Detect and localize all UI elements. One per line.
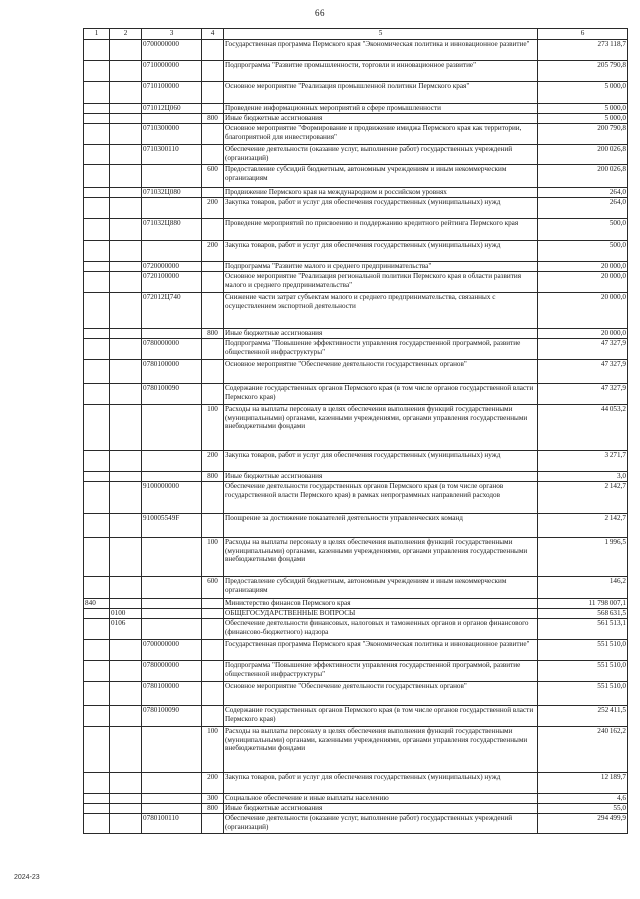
- cell-name: Расходы на выплаты персоналу в целях обеспечения выполнения функций государственными (муниципальными) органами, казенными учреждениями, органами управления государственными внебюджетными фондами: [224, 405, 538, 451]
- cell-target-code: 0720100000: [142, 272, 202, 293]
- cell-section-code: [110, 405, 142, 451]
- table-row: [84, 794, 628, 804]
- cell-amount: 5 000,0: [538, 114, 628, 124]
- cell-section-code: [110, 145, 142, 165]
- cell-target-code: 0710300110: [142, 145, 202, 165]
- cell-section-code: [110, 804, 142, 814]
- cell-expense-type: [202, 514, 224, 538]
- table-row: [84, 609, 628, 619]
- table-row: [84, 262, 628, 272]
- cell-name: Государственная программа Пермского края "Экономическая политика и инновационное развитие": [224, 640, 538, 661]
- cell-target-code: 072012Ц740: [142, 293, 202, 329]
- cell-target-code: [142, 451, 202, 472]
- cell-ministry-code: [84, 794, 110, 804]
- cell-target-code: 0780100000: [142, 682, 202, 706]
- cell-amount: 273 118,7: [538, 40, 628, 61]
- cell-section-code: [110, 538, 142, 577]
- cell-ministry-code: [84, 219, 110, 241]
- cell-name: Продвижение Пермского края на международном и российском уровнях: [224, 188, 538, 198]
- cell-target-code: [142, 241, 202, 262]
- table-row: [84, 472, 628, 482]
- cell-target-code: 0780000000: [142, 661, 202, 682]
- cell-expense-type: [202, 360, 224, 384]
- cell-target-code: [142, 114, 202, 124]
- cell-expense-type: [202, 188, 224, 198]
- header-col-6: 6: [538, 29, 628, 40]
- table-row: [84, 188, 628, 198]
- table-row: [84, 814, 628, 834]
- cell-amount: 200 790,8: [538, 124, 628, 145]
- cell-section-code: [110, 360, 142, 384]
- cell-ministry-code: [84, 198, 110, 219]
- cell-expense-type: [202, 609, 224, 619]
- table-row: [84, 640, 628, 661]
- table-row: [84, 577, 628, 599]
- cell-name: Основное мероприятие "Формирование и продвижение имиджа Пермского края как территории, благоприятной для инвестирования": [224, 124, 538, 145]
- cell-name: Расходы на выплаты персоналу в целях обеспечения выполнения функций государственными (муниципальными) органами, казенными учреждениями, органами управления государственными внебюджетными фондами: [224, 727, 538, 773]
- cell-ministry-code: [84, 360, 110, 384]
- cell-ministry-code: [84, 104, 110, 114]
- cell-ministry-code: [84, 514, 110, 538]
- cell-ministry-code: [84, 706, 110, 727]
- cell-target-code: [142, 794, 202, 804]
- cell-section-code: [110, 640, 142, 661]
- cell-section-code: [110, 219, 142, 241]
- cell-target-code: 0700000000: [142, 640, 202, 661]
- cell-section-code: [110, 577, 142, 599]
- cell-section-code: [110, 706, 142, 727]
- cell-name: ОБЩЕГОСУДАРСТВЕННЫЕ ВОПРОСЫ: [224, 609, 538, 619]
- table-row: [84, 82, 628, 104]
- cell-target-code: [142, 198, 202, 219]
- cell-ministry-code: [84, 61, 110, 82]
- cell-section-code: [110, 124, 142, 145]
- header-col-1: 1: [84, 29, 110, 40]
- table-row: [84, 40, 628, 61]
- cell-section-code: [110, 814, 142, 834]
- cell-amount: 2 142,7: [538, 514, 628, 538]
- cell-name: Закупка товаров, работ и услуг для обеспечения государственных (муниципальных) нужд: [224, 241, 538, 262]
- cell-target-code: [142, 599, 202, 609]
- cell-amount: 252 411,5: [538, 706, 628, 727]
- cell-section-code: [110, 114, 142, 124]
- cell-expense-type: [202, 682, 224, 706]
- cell-ministry-code: [84, 262, 110, 272]
- cell-target-code: [142, 472, 202, 482]
- table-row: [84, 451, 628, 472]
- cell-amount: 47 327,9: [538, 384, 628, 405]
- cell-amount: 500,0: [538, 219, 628, 241]
- cell-section-code: [110, 82, 142, 104]
- cell-target-code: 0780100110: [142, 814, 202, 834]
- cell-name: Основное мероприятие "Реализация промышленной политики Пермского края": [224, 82, 538, 104]
- header-col-5: 5: [224, 29, 538, 40]
- cell-amount: 1 996,5: [538, 538, 628, 577]
- cell-section-code: [110, 262, 142, 272]
- cell-amount: 20 000,0: [538, 329, 628, 339]
- cell-expense-type: 200: [202, 451, 224, 472]
- cell-name: Иные бюджетные ассигнования: [224, 804, 538, 814]
- cell-section-code: [110, 794, 142, 804]
- cell-ministry-code: [84, 405, 110, 451]
- cell-section-code: [110, 661, 142, 682]
- cell-section-code: [110, 482, 142, 514]
- cell-target-code: 071032Ц080: [142, 188, 202, 198]
- table-row: [84, 360, 628, 384]
- cell-amount: 20 000,0: [538, 272, 628, 293]
- cell-name: Государственная программа Пермского края "Экономическая политика и инновационное развитие": [224, 40, 538, 61]
- cell-target-code: [142, 727, 202, 773]
- cell-expense-type: [202, 339, 224, 360]
- cell-target-code: 0780100090: [142, 706, 202, 727]
- cell-ministry-code: [84, 814, 110, 834]
- cell-expense-type: [202, 272, 224, 293]
- cell-ministry-code: [84, 773, 110, 794]
- cell-amount: 55,0: [538, 804, 628, 814]
- cell-expense-type: [202, 61, 224, 82]
- cell-name: Подпрограмма "Развитие малого и среднего предпринимательства": [224, 262, 538, 272]
- cell-name: Подпрограмма "Повышение эффективности управления государственной программой, развитие общественной инфраструктуры": [224, 339, 538, 360]
- cell-amount: 47 327,9: [538, 360, 628, 384]
- cell-target-code: 9100000000: [142, 482, 202, 514]
- cell-expense-type: 800: [202, 804, 224, 814]
- cell-section-code: [110, 329, 142, 339]
- cell-amount: 240 162,2: [538, 727, 628, 773]
- cell-amount: 4,6: [538, 794, 628, 804]
- table-header-row: [84, 29, 628, 40]
- cell-name: Иные бюджетные ассигнования: [224, 472, 538, 482]
- table-row: [84, 706, 628, 727]
- cell-target-code: 0780100090: [142, 384, 202, 405]
- cell-name: Обеспечение деятельности (оказание услуг, выполнение работ) государственных учреждений (организаций): [224, 145, 538, 165]
- cell-ministry-code: [84, 124, 110, 145]
- cell-ministry-code: [84, 640, 110, 661]
- cell-amount: 551 510,0: [538, 640, 628, 661]
- cell-section-code: [110, 682, 142, 706]
- cell-section-code: [110, 339, 142, 360]
- table-row: [84, 272, 628, 293]
- cell-target-code: [142, 609, 202, 619]
- document-id: 2024-23: [14, 874, 40, 881]
- cell-target-code: [142, 405, 202, 451]
- cell-target-code: 0780000000: [142, 339, 202, 360]
- cell-ministry-code: [84, 145, 110, 165]
- cell-name: Подпрограмма "Развитие промышленности, торговли и инновационное развитие": [224, 61, 538, 82]
- cell-amount: 551 510,0: [538, 682, 628, 706]
- cell-section-code: 0106: [110, 619, 142, 640]
- cell-name: Закупка товаров, работ и услуг для обеспечения государственных (муниципальных) нужд: [224, 198, 538, 219]
- cell-section-code: [110, 198, 142, 219]
- cell-amount: 264,0: [538, 188, 628, 198]
- cell-amount: 12 189,7: [538, 773, 628, 794]
- table-row: [84, 482, 628, 514]
- cell-section-code: [110, 727, 142, 773]
- cell-section-code: [110, 61, 142, 82]
- cell-target-code: 0780100000: [142, 360, 202, 384]
- cell-expense-type: [202, 145, 224, 165]
- cell-ministry-code: [84, 661, 110, 682]
- table-row: [84, 599, 628, 609]
- cell-amount: 200 026,8: [538, 165, 628, 188]
- cell-expense-type: [202, 293, 224, 329]
- cell-target-code: [142, 329, 202, 339]
- cell-section-code: [110, 293, 142, 329]
- cell-section-code: [110, 599, 142, 609]
- cell-section-code: [110, 241, 142, 262]
- cell-ministry-code: [84, 188, 110, 198]
- cell-name: Содержание государственных органов Пермского края (в том числе органов государственной власти Пермского края): [224, 706, 538, 727]
- cell-target-code: 0720000000: [142, 262, 202, 272]
- cell-ministry-code: [84, 472, 110, 482]
- cell-expense-type: [202, 599, 224, 609]
- cell-amount: 200 026,8: [538, 145, 628, 165]
- cell-name: Иные бюджетные ассигнования: [224, 329, 538, 339]
- table-row: [84, 538, 628, 577]
- cell-name: Проведение информационных мероприятий в сфере промышленности: [224, 104, 538, 114]
- cell-expense-type: 100: [202, 405, 224, 451]
- cell-expense-type: [202, 219, 224, 241]
- table-row: [84, 682, 628, 706]
- cell-name: Основное мероприятие "Обеспечение деятельности государственных органов": [224, 360, 538, 384]
- cell-name: Поощрение за достижение показателей деятельности управленческих команд: [224, 514, 538, 538]
- cell-section-code: [110, 188, 142, 198]
- table-row: [84, 661, 628, 682]
- cell-section-code: [110, 451, 142, 472]
- cell-name: Расходы на выплаты персоналу в целях обеспечения выполнения функций государственными (муниципальными) органами, казенными учреждениями, органами управления государственными внебюджетными фондами: [224, 538, 538, 577]
- cell-expense-type: [202, 124, 224, 145]
- cell-target-code: 0700000000: [142, 40, 202, 61]
- table-row: [84, 514, 628, 538]
- table-row: [84, 124, 628, 145]
- cell-section-code: [110, 472, 142, 482]
- cell-ministry-code: [84, 451, 110, 472]
- cell-amount: 47 327,9: [538, 339, 628, 360]
- cell-section-code: 0100: [110, 609, 142, 619]
- cell-amount: 11 798 007,1: [538, 599, 628, 609]
- cell-name: Предоставление субсидий бюджетным, автономным учреждениям и иным некоммерческим организациям: [224, 577, 538, 599]
- table-row: [84, 773, 628, 794]
- cell-name: Обеспечение деятельности финансовых, налоговых и таможенных органов и органов финансового (финансово-бюджетного) надзора: [224, 619, 538, 640]
- cell-target-code: [142, 773, 202, 794]
- cell-ministry-code: [84, 272, 110, 293]
- table-row: [84, 219, 628, 241]
- cell-expense-type: [202, 619, 224, 640]
- cell-section-code: [110, 272, 142, 293]
- cell-name: Основное мероприятие "Обеспечение деятельности государственных органов": [224, 682, 538, 706]
- cell-section-code: [110, 165, 142, 188]
- cell-target-code: 071012Ц060: [142, 104, 202, 114]
- cell-ministry-code: [84, 384, 110, 405]
- cell-expense-type: [202, 262, 224, 272]
- cell-expense-type: 800: [202, 114, 224, 124]
- cell-ministry-code: [84, 293, 110, 329]
- cell-target-code: 0710100000: [142, 82, 202, 104]
- cell-expense-type: [202, 104, 224, 114]
- table-row: [84, 727, 628, 773]
- cell-ministry-code: [84, 804, 110, 814]
- cell-name: Обеспечение деятельности (оказание услуг, выполнение работ) государственных учреждений (организаций): [224, 814, 538, 834]
- table-row: [84, 198, 628, 219]
- cell-ministry-code: [84, 682, 110, 706]
- cell-target-code: 0710300000: [142, 124, 202, 145]
- cell-ministry-code: [84, 609, 110, 619]
- cell-ministry-code: 840: [84, 599, 110, 609]
- cell-expense-type: [202, 482, 224, 514]
- cell-name: Обеспечение деятельности государственных органов Пермского края (в том числе органов государственной власти Пермского края) в рамках непрограммных направлений расходов: [224, 482, 538, 514]
- cell-amount: 3 271,7: [538, 451, 628, 472]
- cell-name: Министерство финансов Пермского края: [224, 599, 538, 609]
- table-row: [84, 384, 628, 405]
- cell-amount: 561 513,1: [538, 619, 628, 640]
- cell-expense-type: 300: [202, 794, 224, 804]
- budget-table: [83, 28, 628, 834]
- cell-expense-type: 200: [202, 241, 224, 262]
- cell-target-code: 071032Ц880: [142, 219, 202, 241]
- cell-name: Иные бюджетные ассигнования: [224, 114, 538, 124]
- cell-section-code: [110, 514, 142, 538]
- table-row: [84, 165, 628, 188]
- cell-name: Проведение мероприятий по присвоению и поддержанию кредитного рейтинга Пермского края: [224, 219, 538, 241]
- table-row: [84, 61, 628, 82]
- cell-ministry-code: [84, 339, 110, 360]
- table-row: [84, 114, 628, 124]
- cell-amount: 146,2: [538, 577, 628, 599]
- cell-amount: 2 142,7: [538, 482, 628, 514]
- cell-ministry-code: [84, 40, 110, 61]
- cell-ministry-code: [84, 329, 110, 339]
- cell-amount: 44 053,2: [538, 405, 628, 451]
- cell-target-code: [142, 577, 202, 599]
- cell-name: Закупка товаров, работ и услуг для обеспечения государственных (муниципальных) нужд: [224, 773, 538, 794]
- cell-name: Закупка товаров, работ и услуг для обеспечения государственных (муниципальных) нужд: [224, 451, 538, 472]
- cell-ministry-code: [84, 241, 110, 262]
- cell-expense-type: [202, 640, 224, 661]
- cell-ministry-code: [84, 82, 110, 104]
- header-col-3: 3: [142, 29, 202, 40]
- cell-amount: 264,0: [538, 198, 628, 219]
- cell-expense-type: 100: [202, 727, 224, 773]
- cell-target-code: [142, 538, 202, 577]
- table-body: [84, 29, 628, 834]
- table-row: [84, 405, 628, 451]
- header-col-2: 2: [110, 29, 142, 40]
- cell-expense-type: [202, 814, 224, 834]
- cell-section-code: [110, 104, 142, 114]
- cell-amount: 3,0: [538, 472, 628, 482]
- cell-section-code: [110, 40, 142, 61]
- table-row: [84, 329, 628, 339]
- header-col-4: 4: [202, 29, 224, 40]
- cell-expense-type: 100: [202, 538, 224, 577]
- cell-expense-type: [202, 706, 224, 727]
- cell-target-code: [142, 619, 202, 640]
- cell-amount: 551 510,0: [538, 661, 628, 682]
- cell-expense-type: [202, 661, 224, 682]
- table-row: [84, 804, 628, 814]
- cell-ministry-code: [84, 727, 110, 773]
- cell-expense-type: 200: [202, 198, 224, 219]
- cell-amount: 294 499,9: [538, 814, 628, 834]
- cell-amount: 5 000,0: [538, 104, 628, 114]
- cell-section-code: [110, 384, 142, 405]
- table-row: [84, 241, 628, 262]
- table-row: [84, 104, 628, 114]
- cell-ministry-code: [84, 619, 110, 640]
- cell-ministry-code: [84, 538, 110, 577]
- cell-target-code: 910005549F: [142, 514, 202, 538]
- page-number: 66: [315, 8, 325, 18]
- cell-name: Социальное обеспечение и иные выплаты населению: [224, 794, 538, 804]
- table-row: [84, 619, 628, 640]
- cell-expense-type: 600: [202, 577, 224, 599]
- cell-name: Подпрограмма "Повышение эффективности управления государственной программой, развитие общественной инфраструктуры": [224, 661, 538, 682]
- cell-expense-type: [202, 40, 224, 61]
- cell-amount: 500,0: [538, 241, 628, 262]
- table-row: [84, 339, 628, 360]
- cell-name: Содержание государственных органов Пермского края (в том числе органов государственной власти Пермского края): [224, 384, 538, 405]
- cell-target-code: [142, 804, 202, 814]
- cell-amount: 205 790,8: [538, 61, 628, 82]
- cell-ministry-code: [84, 114, 110, 124]
- cell-name: Основное мероприятие "Реализация региональной политики Пермского края в области развития малого и среднего предпринимательства": [224, 272, 538, 293]
- cell-expense-type: [202, 82, 224, 104]
- cell-expense-type: 200: [202, 773, 224, 794]
- cell-ministry-code: [84, 165, 110, 188]
- cell-amount: 20 000,0: [538, 262, 628, 272]
- cell-ministry-code: [84, 577, 110, 599]
- cell-target-code: 0710000000: [142, 61, 202, 82]
- cell-target-code: [142, 165, 202, 188]
- cell-name: Снижение части затрат субъектам малого и среднего предпринимательства, связанных с осуществлением экспортной деятельности: [224, 293, 538, 329]
- table-row: [84, 293, 628, 329]
- table-row: [84, 145, 628, 165]
- cell-expense-type: 800: [202, 472, 224, 482]
- cell-expense-type: 600: [202, 165, 224, 188]
- cell-section-code: [110, 773, 142, 794]
- cell-expense-type: 800: [202, 329, 224, 339]
- cell-amount: 20 000,0: [538, 293, 628, 329]
- cell-expense-type: [202, 384, 224, 405]
- cell-name: Предоставление субсидий бюджетным, автономным учреждениям и иным некоммерческим организациям: [224, 165, 538, 188]
- cell-ministry-code: [84, 482, 110, 514]
- cell-amount: 568 631,5: [538, 609, 628, 619]
- cell-amount: 5 000,0: [538, 82, 628, 104]
